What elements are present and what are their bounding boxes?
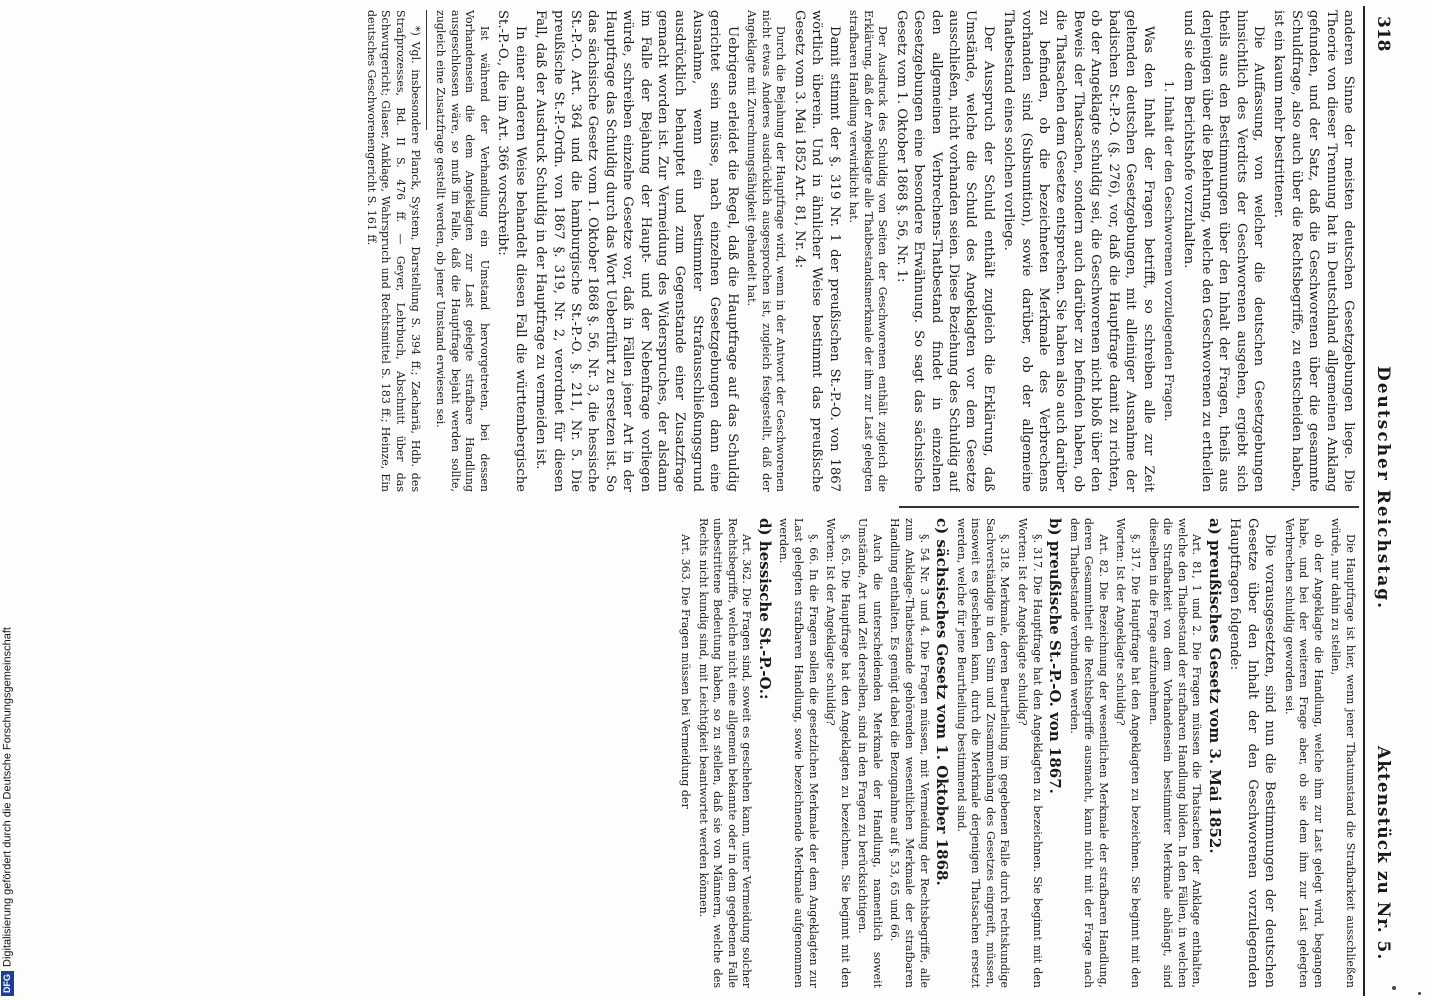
scan-speck — [1392, 986, 1396, 990]
paragraph: §. 318. Merkmale, deren Beurtheilung im gegebenen Falle durch rechtskundige Sachverständige in den Sinn und Zusammenhang des Gesetzes eingreift, müssen, insoweit es geschehen kann, durch die Merkmale derjenigen Thatsachen ersetzt werden, welche für jene Beurtheilung bestimmend sind. — [954, 518, 1012, 988]
paragraph: §. 65. Die Hauptfrage hat den Angeklagten zu bezeichnen. Sie beginnt mit den Worten: Ist der Angeklagte schuldig? — [824, 518, 852, 988]
paragraph: Uebrigens erleidet die Regel, daß die Hauptfrage auf das Schuldig gerichtet sein müsse, nach einzelnen Gesetzgebungen dann eine Ausnahme, wenn ein bestimmter Strafausschließungsgrund ausdrücklich behauptet und zum Gegenstande einer Zusatzfrage gemacht worden ist. Zur Vermeidung des Widerspruches, der alsdann im Falle der Bejahung der Haupt- und der Nebenfrage vorliegen würde, schreiben einzelne Gesetze vor, daß in Fällen jener Art in der Hauptfrage das Schuldig durch das Wort Ueberführt zu ersetzen ist. So das sächsische Gesetz vom 1. Oktober 1868 §. 56, Nr. 3, die hessische St.-P.-O. Art. 364 und die hamburgische St.-P.-O. §. 211, Nr. 5. Die preußische St.-P.-Ordn. von 1867 §. 319, Nr. 2, verordnet für diesen Fall, daß der Ausdruck Schuldig in der Hauptfrage zu vermeiden ist. — [533, 10, 740, 492]
paragraph: In einer anderen Weise behandelt diesen Fall die württembergische St.-P.-O., die im Art. 366 vorschreibt: — [495, 10, 528, 492]
dfg-logo: DFG — [1, 971, 14, 996]
digitisation-stamp — [1, 627, 14, 996]
page-number: 318 — [1373, 16, 1393, 52]
scan-speck — [1418, 992, 1421, 995]
quotation: Durch die Bejahung der Hauptfrage wird, wenn in der Antwort der Geschworenen nicht etwas Anderes ausdrücklich ausgesprochen ist, zugleich festgestellt, daß der Angeklagte mit Zurechnungsfähigkeit gehandelt hat. — [745, 10, 788, 492]
stamp-text: Digitalisierung gefördert durch die Deutsche Forschungsgemeinschaft — [1, 627, 14, 967]
paragraph: §. 54 Nr. 3 und 4. Die Fragen müssen, mit Vermeidung der Rechtsbegriffe, alle zum Anklage-Thatbestande gehörenden wesentlichen Merkmale der strafbaren Handlung enthalten. Es genügt dabei die Bezugnahme auf §. 53, 65 und 66. — [888, 518, 931, 988]
quotation: Der Ausdruck des Schuldig von Seiten der Geschworenen enthält zugleich die Erklärung, daß der Angeklagte alle Thatbestandsmerkmale der ihm zur Last gelegten strafbaren Handlung verwirklicht hat. — [847, 10, 890, 492]
section-heading: b) preußische St.-P.-O. von 1867. — [1046, 518, 1065, 794]
footnote: *) Vgl. insbesondere Planck, System, Darstellung S. 394 ff.; Zachariä, Hdb. des Strafprozesses, Bd. II S. 476 ff. — Geyer, Lehrbuch, Abschnitt über das Schwurgericht; Glaser, Anklage, Wahrspruch und Rechtsmittel S. 183 ff.; Heinze, Ein deutsches Geschworenengericht S. 161 ff. — [364, 10, 422, 492]
paragraph: Die Auffassung, von welcher die deutschen Gesetzgebungen hinsichtlich des Verdicts der Geschworenen ausgehen, ergiebt sich theils aus den Bestimmungen über den Inhalt der Fragen, theils aus denjenigen über die Belehrung, welche den Geschworenen zu ertheilen und sie dem Berichtshofe vorzuhalten. — [1181, 10, 1266, 492]
paragraph: Der Ausspruch der Schuld enthält zugleich die Erklärung, daß Umstände, welche die Schuld des Angeklagten vor dem Gesetze ausschließen, nicht vorhanden seien. Diese Beziehung des Schuldig auf den allgemeinen Verbrechens-Thatbestand findet in einzelnen Gesetzgebungen eine besondere Erwähnung. So sagt das sächsische Gesetz vom 1. Oktober 1868 §. 56, Nr. 1: — [893, 10, 996, 492]
column-divider — [899, 506, 1359, 508]
page-header — [1369, 6, 1395, 996]
section-subheading: 1. Inhalt der den Geschworenen vorzulegenden Fragen. — [1161, 80, 1176, 422]
paragraph: anderen Sinne der meisten deutschen Gesetzgebungen liege. Die Theorie von dieser Trennung hat in Deutschland allgemeinen Anklang gefunden, und der Satz, daß die Geschworenen über die gesammte Schuldfrage, also auch über die Rechtsbegriffe, zu entscheiden haben, ist ein kaum mehr bestrittener. — [1271, 10, 1356, 492]
paragraph: Art. 362. Die Fragen sind, soweit es geschehen kann, unter Vermeidung solcher Rechtsbegriffe, welche nicht eine allgemein bekannte oder in dem gegebenen Falle unbestrittene Bedeutung haben, so zu stellen, daß sie von Männern, welche des Rechts nicht kundig sind, mit Leichtigkeit beantwortet werden können. — [696, 518, 754, 988]
paragraph: Art. 363. Die Fragen müssen bei Vermeidung der — [678, 534, 692, 809]
paragraph: §. 317. Die Hauptfrage hat den Angeklagten zu bezeichnen. Sie beginnt mit den Worten: Ist der Angeklagte schuldig? — [1114, 518, 1143, 988]
paragraph: §. 66. In die Fragen sollen die gesetzlichen Merkmale der dem Angeklagten zur Last gelegten strafbaren Handlung, sowie bezeichnende Merkmale aufgenommen werden. — [777, 518, 820, 988]
paragraph: Damit stimmt der §. 319 Nr. 1 der preußischen St.-P.-O. von 1867 wörtlich überein. Und in ähnlicher Weise bestimmt das preußische Gesetz vom 3. Mai 1852 Art. 81, Nr. 4: — [791, 10, 842, 492]
section-heading: d) hessische St.-P.-O.: — [755, 518, 774, 700]
left-column — [17, 10, 1357, 492]
rotated-sheet — [10, 6, 1395, 996]
paragraph: Die Hauptfrage ist hier, wenn jener Thatumstand die Strafbarkeit ausschließen würde, nur dahin zu stellen, — [1329, 518, 1357, 988]
paragraph: Art. 81, 1 und 2. Die Fragen müssen die Thatsachen der Anklage enthalten, welche den Thatbestand der strafbaren Handlung bilden. In den Fällen, in welchen die Strafbarkeit von dem Vorhandensein bestimmter Merkmale abhängt, sind dieselben in die Frage aufzunehmen. — [1146, 518, 1204, 988]
footnote-rule — [426, 10, 427, 130]
paragraph: §. 317. Die Hauptfrage hat den Angeklagten zu bezeichnen. Sie beginnt mit den Worten: Ist der Angeklagte schuldig? — [1016, 518, 1044, 988]
quotation: ob der Angeklagte die Handlung, welche ihm zur Last gelegt wird, begangen habe, und bei der weiteren Frage aber, ob sie dem ihm zur Last gelegten Verbrechen schuldig geworden sei. — [1282, 518, 1325, 988]
paragraph: Art. 82. Die Bezeichnung der wesentlichen Merkmale der strafbaren Handlung, deren Gesammtheit die Rechtsbegriffe ausmacht, kann nicht mit der Frage nach dem Thatbestande verbunden werden. — [1067, 518, 1110, 988]
supplement-title: Aktenstück zu Nr. 5. — [1373, 746, 1393, 961]
paragraph: Die vorausgesetzten, sind nun die Bestimmungen der deutschen Gesetze über den Inhalt der den Geschworenen vorzulegenden Hauptfragen folgende: — [1227, 518, 1278, 988]
quotation: Ist während der Verhandlung ein Umstand hervorgetreten, bei dessen Vorhandensein die dem Angeklagten zur Last gelegte strafbare Handlung ausgeschlossen wäre, so muß im Falle, daß die Hauptfrage bejaht werden sollte, zugleich eine Zusatzfrage gestellt werden, ob jener Umstand erwiesen sei. — [434, 10, 491, 492]
header-rule — [1363, 6, 1365, 996]
paragraph: Was den Inhalt der Fragen betrifft, so schreiben alle zur Zeit geltenden deutschen Gesetzgebungen, mit alleiniger Ausnahme der badischen St.-P.-O. (§. 276), vor, daß die Hauptfrage damit zu richten, ob der Angeklagte schuldig sei, die Geschworenen nicht bloß über den Beweis der Thatsachen, sondern auch darüber zu befinden haben, ob die Thatsachen dem Gesetze entsprechen. Sie haben also auch darüber zu befinden, ob die bezeichneten Merkmale des Verbrechens vorhanden sind (Subsumtion), sowie darüber, ob der allgemeine Thatbestand eines solchen vorliege. — [1001, 10, 1156, 492]
paragraph: Auch die unterscheidenden Merkmale der Handlung, namentlich soweit Umstände, Art und Zeit derselben, sind in den Fragen zu berücksichtigen. — [856, 518, 884, 988]
right-column — [17, 518, 1357, 988]
running-title: Deutscher Reichstag. — [1373, 366, 1393, 611]
section-heading: a) preußisches Gesetz vom 3. Mai 1852. — [1205, 518, 1224, 854]
section-heading: c) sächsisches Gesetz vom 1. Oktober 1868. — [933, 518, 952, 886]
